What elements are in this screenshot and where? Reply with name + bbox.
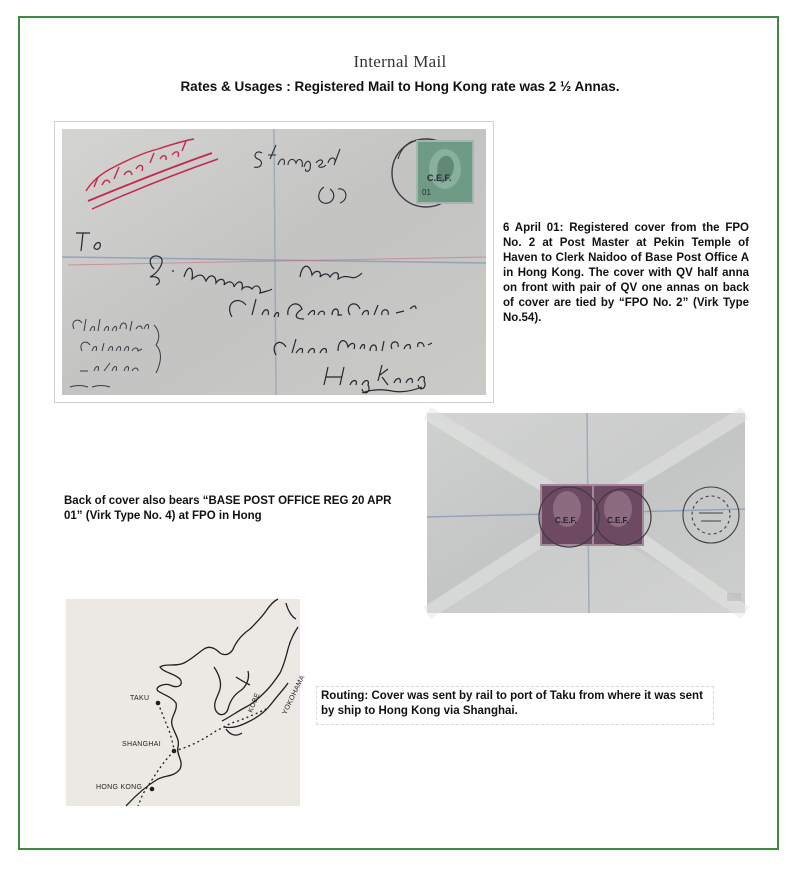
map-point-shanghai (172, 749, 177, 754)
cover-back-description: Back of cover also bears “BASE POST OFFICE REG 20 APR 01” (Virk Type No. 4) at FPO in Hong (64, 495, 392, 522)
map-background (66, 599, 300, 806)
map-point-hong-kong (150, 787, 155, 792)
svg-text:C.E.F.: C.E.F. (427, 173, 452, 183)
svg-text:C.E.F.: C.E.F. (555, 516, 577, 525)
page-subtitle: Rates & Usages : Registered Mail to Hong Kong rate was 2 ½ Annas. (180, 79, 620, 94)
map-label-taku: TAKU (130, 695, 150, 702)
cover-back-drawing (427, 413, 745, 613)
routing-description: Routing: Cover was sent by rail to port of Taku from where it was sent by ship to Hong Kong via Shanghai. (316, 686, 714, 725)
cover-front-drawing (62, 129, 486, 395)
svg-text:01: 01 (422, 188, 431, 197)
map-label-hong-kong: HONG KONG (96, 784, 143, 791)
svg-text:C.E.F.: C.E.F. (607, 516, 629, 525)
cover-front-description: 6 April 01: Registered cover from the FPO No. 2 at Post Master at Pekin Temple of Haven to Clerk Naidoo of Base Post Office A in Hong Kong. The cover with QV half anna on front with pair of QV one annas on back of cover are tied by “FPO No. 2” (Virk Type No.54). (503, 222, 749, 324)
routing-map-drawing (66, 599, 307, 806)
map-label-yokohama: YOKOHAMA (281, 674, 307, 716)
map-label-shanghai: SHANGHAI (122, 741, 161, 748)
routing-map (66, 599, 307, 806)
cover-back-image (427, 413, 745, 613)
qv-one-anna-stamp-pair (539, 485, 651, 547)
map-label-kobe: KOBE (247, 691, 262, 714)
map-point-taku (156, 701, 161, 706)
cover-front-image (54, 121, 494, 403)
page-title: Internal Mail (353, 52, 447, 71)
